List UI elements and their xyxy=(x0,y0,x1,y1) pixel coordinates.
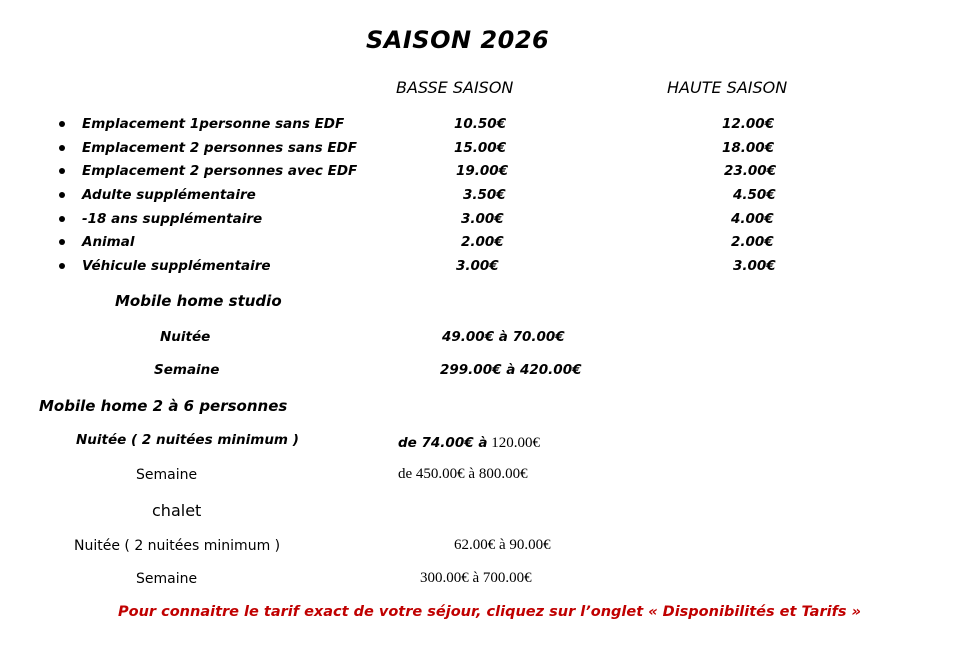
mobile-studio-semaine-label: Semaine xyxy=(154,362,220,378)
mobile-studio-nuitee-value: 49.00€ à 70.00€ xyxy=(442,329,565,345)
bullet-icon xyxy=(59,239,65,245)
basse-price: 19.00€ xyxy=(456,163,509,179)
chalet-semaine-label: Semaine xyxy=(136,571,198,587)
basse-price: 3.00€ xyxy=(456,258,499,274)
mobile-2-6-nuitee-label: Nuitée ( 2 nuitées minimum ) xyxy=(76,432,299,448)
chalet-nuitee-label: Nuitée ( 2 nuitées minimum ) xyxy=(74,538,281,554)
price-row xyxy=(0,187,958,209)
row-label: Emplacement 2 personnes avec EDF xyxy=(82,163,358,179)
column-header-basse-saison: BASSE SAISON xyxy=(396,78,514,97)
row-label: Emplacement 1personne sans EDF xyxy=(82,116,345,132)
row-label: Emplacement 2 personnes sans EDF xyxy=(82,140,357,156)
haute-price: 4.50€ xyxy=(733,187,776,203)
mobile-studio-nuitee-label: Nuitée xyxy=(160,329,211,345)
footer-note: Pour connaitre le tarif exact de votre séjour, cliquez sur l’onglet « Disponibilités et Tarifs » xyxy=(118,604,861,620)
bullet-icon xyxy=(59,263,65,269)
basse-price: 3.00€ xyxy=(461,211,504,227)
haute-price: 2.00€ xyxy=(731,234,774,250)
bullet-icon xyxy=(59,168,65,174)
mobile-2-6-semaine-value: de 450.00€ à 800.00€ xyxy=(398,466,528,482)
row-label: Animal xyxy=(82,234,135,250)
basse-price: 10.50€ xyxy=(454,116,507,132)
mobile-2-6-nuitee-value-rest: 120.00€ xyxy=(487,435,540,451)
row-label: -18 ans supplémentaire xyxy=(82,211,263,227)
column-header-haute-saison: HAUTE SAISON xyxy=(667,78,788,97)
haute-price: 12.00€ xyxy=(722,116,775,132)
chalet-nuitee-value: 62.00€ à 90.00€ xyxy=(454,537,551,553)
mobile-2-6-nuitee-value-bold: de 74.00€ à xyxy=(398,435,488,451)
row-label: Adulte supplémentaire xyxy=(82,187,256,203)
basse-price: 15.00€ xyxy=(454,140,507,156)
mobile-2-6-nuitee-value xyxy=(398,432,540,452)
mobile-2-6-semaine-label: Semaine xyxy=(136,467,198,483)
chalet-semaine-value: 300.00€ à 700.00€ xyxy=(420,570,532,586)
mobile-studio-semaine-value: 299.00€ à 420.00€ xyxy=(440,362,582,378)
haute-price: 18.00€ xyxy=(722,140,775,156)
haute-price: 23.00€ xyxy=(724,163,777,179)
basse-price: 2.00€ xyxy=(461,234,504,250)
basse-price: 3.50€ xyxy=(463,187,506,203)
section-heading-chalet: chalet xyxy=(152,501,202,520)
bullet-icon xyxy=(59,145,65,151)
page-title: SAISON 2026 xyxy=(366,26,550,54)
price-row xyxy=(0,116,958,138)
price-row xyxy=(0,140,958,162)
price-row xyxy=(0,211,958,233)
price-row xyxy=(0,234,958,256)
bullet-icon xyxy=(59,121,65,127)
bullet-icon xyxy=(59,216,65,222)
section-heading-mobile-studio: Mobile home studio xyxy=(115,292,282,310)
haute-price: 4.00€ xyxy=(731,211,774,227)
price-row xyxy=(0,258,958,280)
section-heading-mobile-2-6: Mobile home 2 à 6 personnes xyxy=(39,397,288,415)
haute-price: 3.00€ xyxy=(733,258,776,274)
bullet-icon xyxy=(59,192,65,198)
row-label: Véhicule supplémentaire xyxy=(82,258,271,274)
price-row xyxy=(0,163,958,185)
